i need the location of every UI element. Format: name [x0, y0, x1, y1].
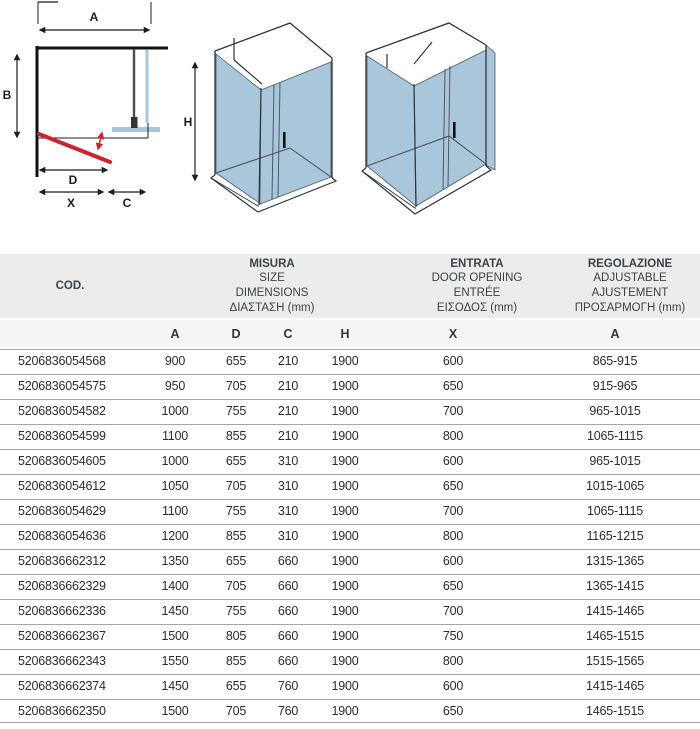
- dimension-x-label: X: [66, 196, 76, 210]
- cell-x: 600: [376, 349, 530, 372]
- cell-h: 1900: [314, 374, 376, 397]
- cell-c: 210: [262, 399, 314, 422]
- cell-x: 650: [376, 474, 530, 497]
- cell-cod: 5206836662312: [0, 549, 140, 572]
- cell-adjust: 915-965: [530, 374, 700, 397]
- cell-x: 700: [376, 399, 530, 422]
- cell-cod: 5206836662336: [0, 599, 140, 622]
- cell-x: 600: [376, 674, 530, 697]
- table-row: [0, 499, 700, 522]
- cell-c: 210: [262, 349, 314, 372]
- header-entrata: [376, 254, 530, 318]
- cell-x: 600: [376, 549, 530, 572]
- cell-h: 1900: [314, 349, 376, 372]
- table-row: [0, 474, 700, 497]
- cell-adjust: 1065-1115: [530, 499, 700, 522]
- dimension-d-label: D: [68, 173, 78, 187]
- cell-a: 1500: [140, 624, 210, 647]
- cell-cod: 5206836662350: [0, 699, 140, 723]
- cell-a: 1450: [140, 674, 210, 697]
- cell-x: 800: [376, 649, 530, 672]
- cell-adjust: 1415-1465: [530, 599, 700, 622]
- cell-a: 1100: [140, 499, 210, 522]
- table-row: [0, 599, 700, 622]
- door-handle: [453, 122, 456, 138]
- cell-x: 650: [376, 574, 530, 597]
- dimension-c-label: C: [122, 196, 132, 210]
- cell-adjust: 965-1015: [530, 399, 700, 422]
- table-row: [0, 424, 700, 447]
- spec-table: [0, 252, 700, 725]
- cell-cod: 5206836054612: [0, 474, 140, 497]
- cell-c: 210: [262, 374, 314, 397]
- header-misura-l4: ΔΙΑΣΤΑΣΗ (mm): [229, 301, 315, 314]
- header-regolazione-l1: REGOLAZIONE: [587, 257, 673, 270]
- cell-h: 1900: [314, 549, 376, 572]
- cell-x: 600: [376, 449, 530, 472]
- door-handle: [283, 132, 286, 148]
- header-misura-l3: DIMENSIONS: [235, 287, 309, 299]
- cell-a: 1000: [140, 449, 210, 472]
- letter-blank: [0, 320, 140, 347]
- table-row: [0, 349, 700, 372]
- cell-h: 1900: [314, 674, 376, 697]
- table-row: [0, 399, 700, 422]
- dimension-a-label: A: [89, 10, 99, 24]
- cell-d: 805: [210, 624, 262, 647]
- header-regolazione-l3: AJUSTEMENT: [591, 287, 669, 299]
- cell-d: 755: [210, 599, 262, 622]
- header-entrata-l1: ENTRATA: [450, 257, 504, 270]
- iso-view-diagram-2: [358, 4, 503, 222]
- cell-a: 1500: [140, 699, 210, 723]
- cell-a: 1350: [140, 549, 210, 572]
- cell-cod: 5206836054582: [0, 399, 140, 422]
- table-row: [0, 649, 700, 672]
- cell-c: 660: [262, 624, 314, 647]
- cell-h: 1900: [314, 699, 376, 723]
- cell-h: 1900: [314, 574, 376, 597]
- cell-h: 1900: [314, 624, 376, 647]
- cell-cod: 5206836662374: [0, 674, 140, 697]
- panel-foot: [131, 117, 138, 128]
- header-entrata-l4: ΕΙΣΟΔΟΣ (mm): [436, 301, 518, 314]
- wall-top-line: [414, 42, 432, 64]
- cell-d: 855: [210, 424, 262, 447]
- cell-cod: 5206836054575: [0, 374, 140, 397]
- cell-cod: 5206836054636: [0, 524, 140, 547]
- cell-a: 1050: [140, 474, 210, 497]
- cell-x: 750: [376, 624, 530, 647]
- glass-return-panel: [486, 45, 495, 170]
- letter-h: H: [314, 320, 376, 347]
- cell-x: 800: [376, 424, 530, 447]
- table-row: [0, 674, 700, 697]
- cell-adjust: 1465-1515: [530, 624, 700, 647]
- table-row: [0, 549, 700, 572]
- cell-c: 310: [262, 499, 314, 522]
- cell-h: 1900: [314, 424, 376, 447]
- letter-a: A: [140, 320, 210, 347]
- cell-cod: 5206836662367: [0, 624, 140, 647]
- technical-diagrams: [0, 0, 700, 252]
- cell-c: 660: [262, 549, 314, 572]
- header-regolazione-l4: ΠΡΟΣΑΡΜΟΓΗ (mm): [574, 301, 686, 314]
- cell-x: 800: [376, 524, 530, 547]
- cell-d: 755: [210, 399, 262, 422]
- cell-adjust: 1515-1565: [530, 649, 700, 672]
- cell-adjust: 1015-1065: [530, 474, 700, 497]
- header-misura: [140, 254, 376, 318]
- cell-adjust: 1165-1215: [530, 524, 700, 547]
- cell-c: 310: [262, 449, 314, 472]
- cell-c: 310: [262, 474, 314, 497]
- cell-cod: 5206836054568: [0, 349, 140, 372]
- cell-cod: 5206836662343: [0, 649, 140, 672]
- cell-d: 655: [210, 674, 262, 697]
- cell-h: 1900: [314, 449, 376, 472]
- cell-c: 760: [262, 699, 314, 723]
- table-row: [0, 699, 700, 723]
- letter-c: C: [262, 320, 314, 347]
- cell-h: 1900: [314, 599, 376, 622]
- cell-d: 755: [210, 499, 262, 522]
- cell-x: 700: [376, 599, 530, 622]
- header-regolazione-l2: ADJUSTABLE: [593, 272, 667, 285]
- cell-a: 1000: [140, 399, 210, 422]
- cell-a: 1200: [140, 524, 210, 547]
- cell-d: 705: [210, 474, 262, 497]
- cell-cod: 5206836054629: [0, 499, 140, 522]
- table-row: [0, 524, 700, 547]
- header-misura-l1: MISURA: [249, 257, 295, 270]
- cell-d: 855: [210, 524, 262, 547]
- cell-x: 650: [376, 374, 530, 397]
- cell-c: 660: [262, 649, 314, 672]
- table-header-row: [0, 254, 700, 318]
- cell-c: 210: [262, 424, 314, 447]
- cell-cod: 5206836054599: [0, 424, 140, 447]
- cell-adjust: 1365-1415: [530, 574, 700, 597]
- cell-adjust: 965-1015: [530, 449, 700, 472]
- cell-d: 655: [210, 349, 262, 372]
- cell-cod: 5206836054605: [0, 449, 140, 472]
- cell-a: 900: [140, 349, 210, 372]
- letter-x: X: [376, 320, 530, 347]
- spec-table-body: [0, 349, 700, 723]
- glass-front-panel: [260, 62, 331, 204]
- plan-view-diagram: [0, 0, 175, 212]
- cell-d: 655: [210, 549, 262, 572]
- cell-d: 705: [210, 374, 262, 397]
- header-misura-l2: SIZE: [259, 272, 285, 285]
- cell-d: 705: [210, 699, 262, 723]
- letter-adjust: A: [530, 320, 700, 347]
- letter-d: D: [210, 320, 262, 347]
- cell-h: 1900: [314, 649, 376, 672]
- cell-adjust: 865-915: [530, 349, 700, 372]
- cell-c: 760: [262, 674, 314, 697]
- cell-adjust: 1065-1115: [530, 424, 700, 447]
- cell-x: 700: [376, 499, 530, 522]
- cell-cod: 5206836662329: [0, 574, 140, 597]
- glass-side-panel: [216, 54, 261, 204]
- cell-c: 660: [262, 574, 314, 597]
- cell-h: 1900: [314, 474, 376, 497]
- table-row: [0, 374, 700, 397]
- cell-h: 1900: [314, 499, 376, 522]
- table-row: [0, 574, 700, 597]
- header-entrata-l3: ENTRÉE: [453, 287, 501, 299]
- column-letter-row: [0, 320, 700, 347]
- frame-top-edges: [215, 23, 332, 58]
- header-regolazione: [530, 254, 700, 318]
- cell-x: 650: [376, 699, 530, 723]
- glass-side-panel: [367, 56, 416, 206]
- cell-a: 1400: [140, 574, 210, 597]
- cell-a: 1100: [140, 424, 210, 447]
- header-entrata-l2: DOOR OPENING: [431, 272, 523, 285]
- dimension-b-label: B: [2, 88, 12, 102]
- cell-h: 1900: [314, 399, 376, 422]
- table-row: [0, 624, 700, 647]
- cell-d: 855: [210, 649, 262, 672]
- door-travel-arrow: [98, 133, 102, 149]
- cell-d: 705: [210, 574, 262, 597]
- cell-h: 1900: [314, 524, 376, 547]
- cell-adjust: 1315-1365: [530, 549, 700, 572]
- cell-a: 1550: [140, 649, 210, 672]
- cell-adjust: 1415-1465: [530, 674, 700, 697]
- cell-c: 310: [262, 524, 314, 547]
- iso-view-diagram-1: [182, 10, 352, 215]
- cell-a: 1450: [140, 599, 210, 622]
- cell-d: 655: [210, 449, 262, 472]
- cell-adjust: 1465-1515: [530, 699, 700, 723]
- cell-c: 660: [262, 599, 314, 622]
- dimension-h-label: H: [183, 115, 193, 129]
- table-row: [0, 449, 700, 472]
- cell-a: 950: [140, 374, 210, 397]
- header-cod: COD.: [0, 254, 140, 318]
